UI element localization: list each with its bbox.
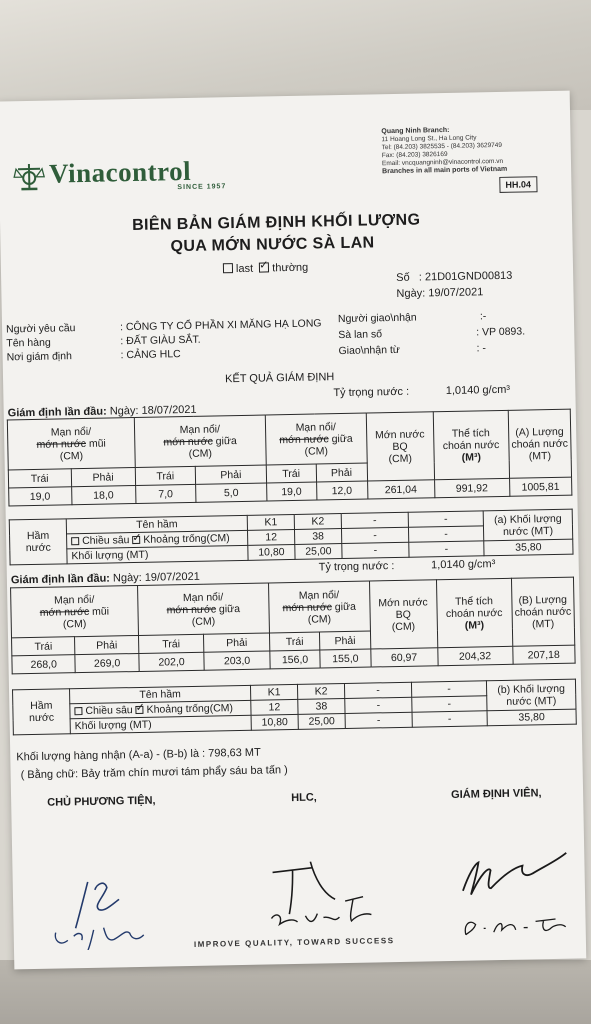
value-cell: 269,0	[75, 653, 139, 672]
aft-draft-header: Mạn nổi/ mớn nước giữa (CM)	[268, 581, 370, 633]
tank-empty-cell: -	[408, 526, 483, 542]
value-cell: 268,0	[12, 655, 76, 674]
fore-draft-header: Mạn nổi/ mớn nước mũi (CM)	[11, 585, 139, 637]
branch-address: Quang Ninh Branch: 11 Hoang Long St., Ha Long City Tel: (84.203) 3825535 - (84.203) 3629749 Fax: (84.203) 3826169 Email: vncquangninh@vinacontrol.com.vn Branches in all main ports of Vietnam	[381, 126, 508, 176]
value-cell: 155,0	[320, 649, 371, 668]
displacement-b-header: (B) Lượng choán nước (MT)	[511, 577, 575, 646]
displacement-a-value: 1005,81	[509, 477, 572, 496]
side-right: Phải	[195, 465, 266, 484]
volume-value: 991,92	[434, 478, 509, 497]
tank-empty-cell: -	[412, 711, 487, 727]
aft-draft-header: Mạn nổi/ mớn nước giữa (CM)	[265, 413, 367, 465]
result-title: KẾT QUẢ GIÁM ĐỊNH	[224, 371, 335, 386]
side-left: Trái	[12, 637, 76, 656]
side-left: Trái	[138, 634, 204, 653]
side-left: Trái	[8, 469, 71, 488]
tank-k1-depth: 12	[247, 529, 294, 545]
tank-k2-depth: 38	[294, 529, 341, 545]
side-left: Trái	[266, 464, 316, 483]
from-label: Giao\nhận từ	[338, 343, 401, 358]
density-2: Tỷ trọng nước : 1,0140 g/cm³	[318, 558, 496, 574]
fore-draft-header: Mạn nổi/ mớn nước mũi (CM)	[7, 418, 135, 470]
place-label: Nơi giám định	[6, 350, 72, 364]
company-logo-since: SINCE 1957	[177, 183, 227, 192]
tank-k1-header: K1	[247, 514, 294, 530]
from-value: : -	[476, 342, 487, 355]
deliver-value: :-	[479, 310, 487, 323]
net-cargo-weight: Khối lượng hàng nhận (A-a) - (B-b) là : 798,63 MT	[16, 746, 261, 764]
side-left: Trái	[269, 632, 320, 651]
survey2-tank-table	[12, 679, 577, 736]
tank-empty-cell: -	[345, 697, 412, 713]
side-right: Phải	[75, 635, 139, 654]
side-right: Phải	[320, 631, 371, 650]
tank-k1-weight: 10,80	[251, 714, 298, 730]
tank-k1-depth: 12	[251, 699, 298, 715]
water-a-label: (a) Khối lượng nước (MT)	[483, 509, 573, 541]
side-right: Phải	[316, 463, 367, 482]
depth-ullage-label: Chiều sâu ✓ Khoảng trống(CM)	[67, 530, 248, 548]
requester-value: : CÔNG TY CỔ PHẦN XI MĂNG HẠ LONG	[119, 317, 322, 334]
mean-draft-value: 261,04	[367, 480, 434, 499]
tank-empty-cell: -	[411, 681, 486, 697]
tank-k2-depth: 38	[298, 699, 345, 715]
tank-empty-cell: -	[408, 511, 483, 527]
barge-value: : VP 0893.	[476, 325, 526, 339]
tank-empty-cell: -	[344, 682, 411, 698]
hlc-signature-title: HLC,	[291, 791, 317, 805]
tank-k2-weight: 25,00	[295, 544, 342, 560]
document-sheet	[0, 91, 586, 970]
mean-draft-value: 60,97	[370, 648, 437, 667]
owner-signature-title: CHỦ PHƯƠNG TIỆN,	[47, 794, 156, 809]
value-cell: 202,0	[139, 652, 205, 671]
survey1-draft-table	[7, 409, 573, 507]
survey1-heading: Giám định lần đầu: Ngày: 18/07/2021	[7, 403, 197, 420]
place-value: : CẢNG HLC	[120, 348, 181, 362]
displacement-b-value: 207,18	[512, 645, 575, 664]
mean-draft-header: Mớn nước BQ (CM)	[366, 412, 434, 481]
survey2-draft-table	[10, 577, 576, 675]
mid-draft-header: Mạn nổi/ mớn nước giữa (CM)	[137, 583, 269, 636]
value-cell: 12,0	[316, 481, 367, 500]
tank-k1-header: K1	[250, 684, 297, 700]
value-cell: 18,0	[71, 485, 136, 504]
survey2-heading: Giám định lần đầu: Ngày: 19/07/2021	[10, 570, 200, 587]
depth-ullage-label: Chiều sâu ✓ Khoảng trống(CM)	[70, 700, 251, 718]
last-checkbox	[223, 263, 233, 273]
density-1: Tỷ trọng nước : 1,0140 g/cm³	[333, 383, 511, 400]
survey1-tank-table	[9, 509, 574, 566]
tank-weight-label: Khối lượng (MT)	[67, 545, 248, 563]
water-b-value: 35,80	[487, 709, 576, 726]
tank-name-header: Tên hầm	[70, 685, 251, 703]
value-cell: 203,0	[204, 651, 270, 670]
net-cargo-weight-words: ( Bằng chữ: Bảy trăm chín mươi tám phẩy sáu ba tấn )	[20, 764, 288, 782]
mean-draft-header: Mớn nước BQ (CM)	[369, 580, 437, 649]
displacement-a-header: (A) Lượng choán nước (MT)	[508, 409, 572, 478]
tank-empty-cell: -	[342, 542, 409, 558]
tank-label: Hầm nước	[9, 519, 67, 565]
doc-number: Số : 21D01GND00813	[396, 269, 513, 284]
tank-k2-header: K2	[294, 514, 341, 530]
tank-empty-cell: -	[345, 712, 412, 728]
goods-label: Tên hàng	[6, 336, 51, 350]
volume-header: Thể tích choán nước (M³)	[436, 578, 512, 647]
tank-k1-weight: 10,80	[248, 544, 295, 560]
volume-value: 204,32	[437, 646, 512, 665]
tank-k2-header: K2	[297, 684, 344, 700]
requester-label: Người yêu cầu	[5, 322, 76, 336]
side-right: Phải	[71, 468, 136, 487]
hlc-signature	[252, 856, 394, 944]
deliver-label: Người giao\nhận	[337, 311, 417, 326]
company-logo-text: Vinacontrol	[48, 155, 192, 189]
side-right: Phải	[204, 633, 270, 652]
document-title: BIÊN BẢN GIÁM ĐỊNH KHỐI LƯỢNG	[131, 211, 421, 235]
water-b-label: (b) Khối lượng nước (MT)	[486, 679, 576, 711]
tank-empty-cell: -	[409, 541, 484, 557]
tank-name-header: Tên hầm	[66, 515, 247, 533]
value-cell: 19,0	[9, 487, 72, 506]
doc-date: Ngày: 19/07/2021	[396, 286, 484, 300]
normal-checkbox	[259, 262, 269, 272]
tank-k2-weight: 25,00	[298, 714, 345, 730]
tank-empty-cell: -	[341, 527, 408, 543]
inspector-signature	[442, 842, 584, 945]
tank-empty-cell: -	[412, 696, 487, 712]
document-subtitle: QUA MỚN NƯỚC SÀ LAN	[170, 234, 375, 256]
inspector-signature-title: GIÁM ĐỊNH VIÊN,	[451, 787, 542, 801]
value-cell: 156,0	[270, 650, 321, 669]
tank-label: Hầm nước	[13, 689, 71, 735]
company-slogan: IMPROVE QUALITY, TOWARD SUCCESS	[193, 936, 395, 949]
mid-draft-header: Mạn nổi/ mớn nước giữa (CM)	[134, 415, 266, 468]
barge-label: Sà lan số	[338, 328, 383, 342]
value-cell: 19,0	[266, 482, 316, 501]
background-floor	[0, 960, 591, 1024]
side-left: Trái	[135, 466, 196, 485]
value-cell: 7,0	[135, 484, 196, 503]
water-a-value: 35,80	[484, 539, 573, 556]
volume-header: Thể tích choán nước (M³)	[433, 410, 509, 479]
owner-signature	[32, 869, 164, 951]
tank-weight-label: Khối lượng (MT)	[70, 715, 251, 733]
form-code: HH.04	[499, 176, 537, 193]
survey-type-options: last ✓ thường	[223, 262, 308, 276]
tank-empty-cell: -	[341, 512, 408, 528]
goods-value: : ĐẤT GIÀU SẮT.	[120, 333, 201, 348]
value-cell: 5,0	[196, 483, 267, 502]
vinacontrol-logo-icon	[13, 161, 46, 194]
